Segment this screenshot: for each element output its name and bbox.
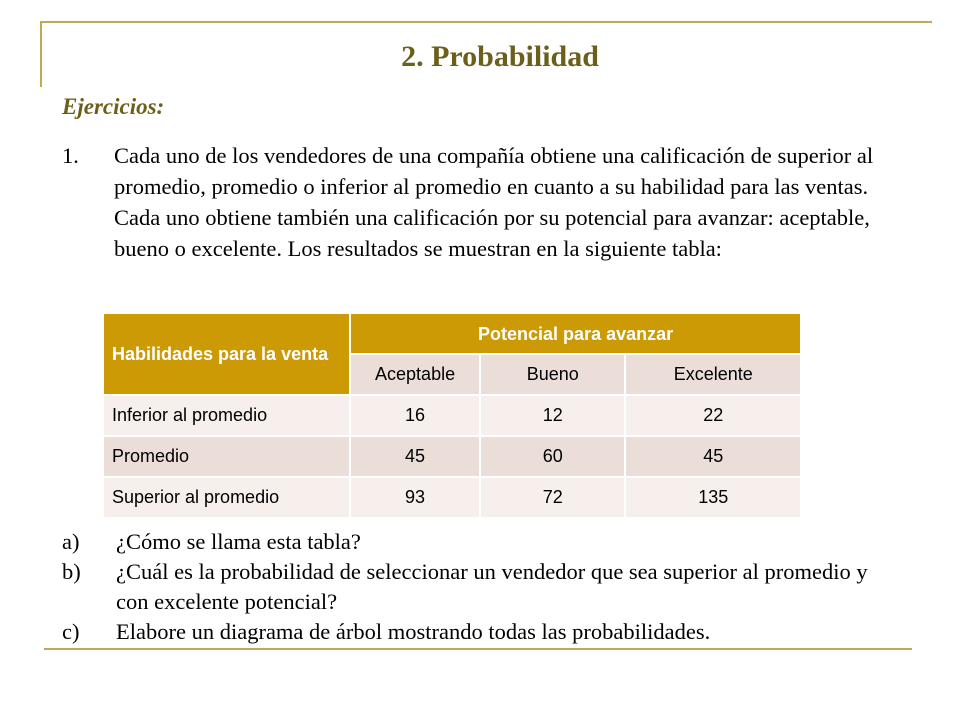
table-cell: 60 [480, 436, 626, 477]
question-item [62, 557, 902, 617]
table-cell: 135 [625, 477, 801, 518]
table-row [103, 477, 801, 518]
question-text: ¿Cómo se llama esta tabla? [116, 529, 361, 554]
table-cell: 93 [350, 477, 480, 518]
question-label: b) [62, 559, 81, 584]
bottom-rule [44, 648, 912, 650]
problem-number: 1. [62, 143, 79, 168]
table-cell: 22 [625, 395, 801, 436]
row-label: Superior al promedio [103, 477, 350, 518]
table-row [103, 436, 801, 477]
table-cell: 12 [480, 395, 626, 436]
row-header-cell: Habilidades para la venta [103, 313, 350, 395]
contingency-table [102, 312, 802, 519]
question-text: Elabore un diagrama de árbol mostrando todas las probabilidades. [116, 619, 711, 644]
column-header-excelente: Excelente [625, 354, 801, 395]
table-cell: 45 [350, 436, 480, 477]
table-cell: 45 [625, 436, 801, 477]
slide-title: 2. Probabilidad [401, 40, 599, 73]
top-rule [40, 21, 932, 23]
table-row [103, 395, 801, 436]
question-label: c) [62, 619, 80, 644]
column-header-bueno: Bueno [480, 354, 626, 395]
problem-statement [62, 140, 892, 264]
section-heading: Ejercicios: [62, 94, 165, 119]
column-header-aceptable: Aceptable [350, 354, 480, 395]
question-text: ¿Cuál es la probabilidad de seleccionar un vendedor que sea superior al promedio y con excelente potencial? [116, 559, 868, 614]
table-cell: 72 [480, 477, 626, 518]
question-item [62, 617, 902, 647]
row-label: Inferior al promedio [103, 395, 350, 436]
question-label: a) [62, 529, 80, 554]
question-item [62, 527, 902, 557]
question-list [62, 527, 902, 647]
table-cell: 16 [350, 395, 480, 436]
column-group-header: Potencial para avanzar [350, 313, 801, 354]
problem-text: Cada uno de los vendedores de una compañía obtiene una calificación de superior al promedio, promedio o inferior al promedio en cuanto a su habilidad para las ventas. Cada uno obtiene también una calificación por su potencial para avanzar: aceptable, bueno o excelente. Los resultados se muestran en la siguiente tabla: [114, 143, 874, 261]
row-label: Promedio [103, 436, 350, 477]
